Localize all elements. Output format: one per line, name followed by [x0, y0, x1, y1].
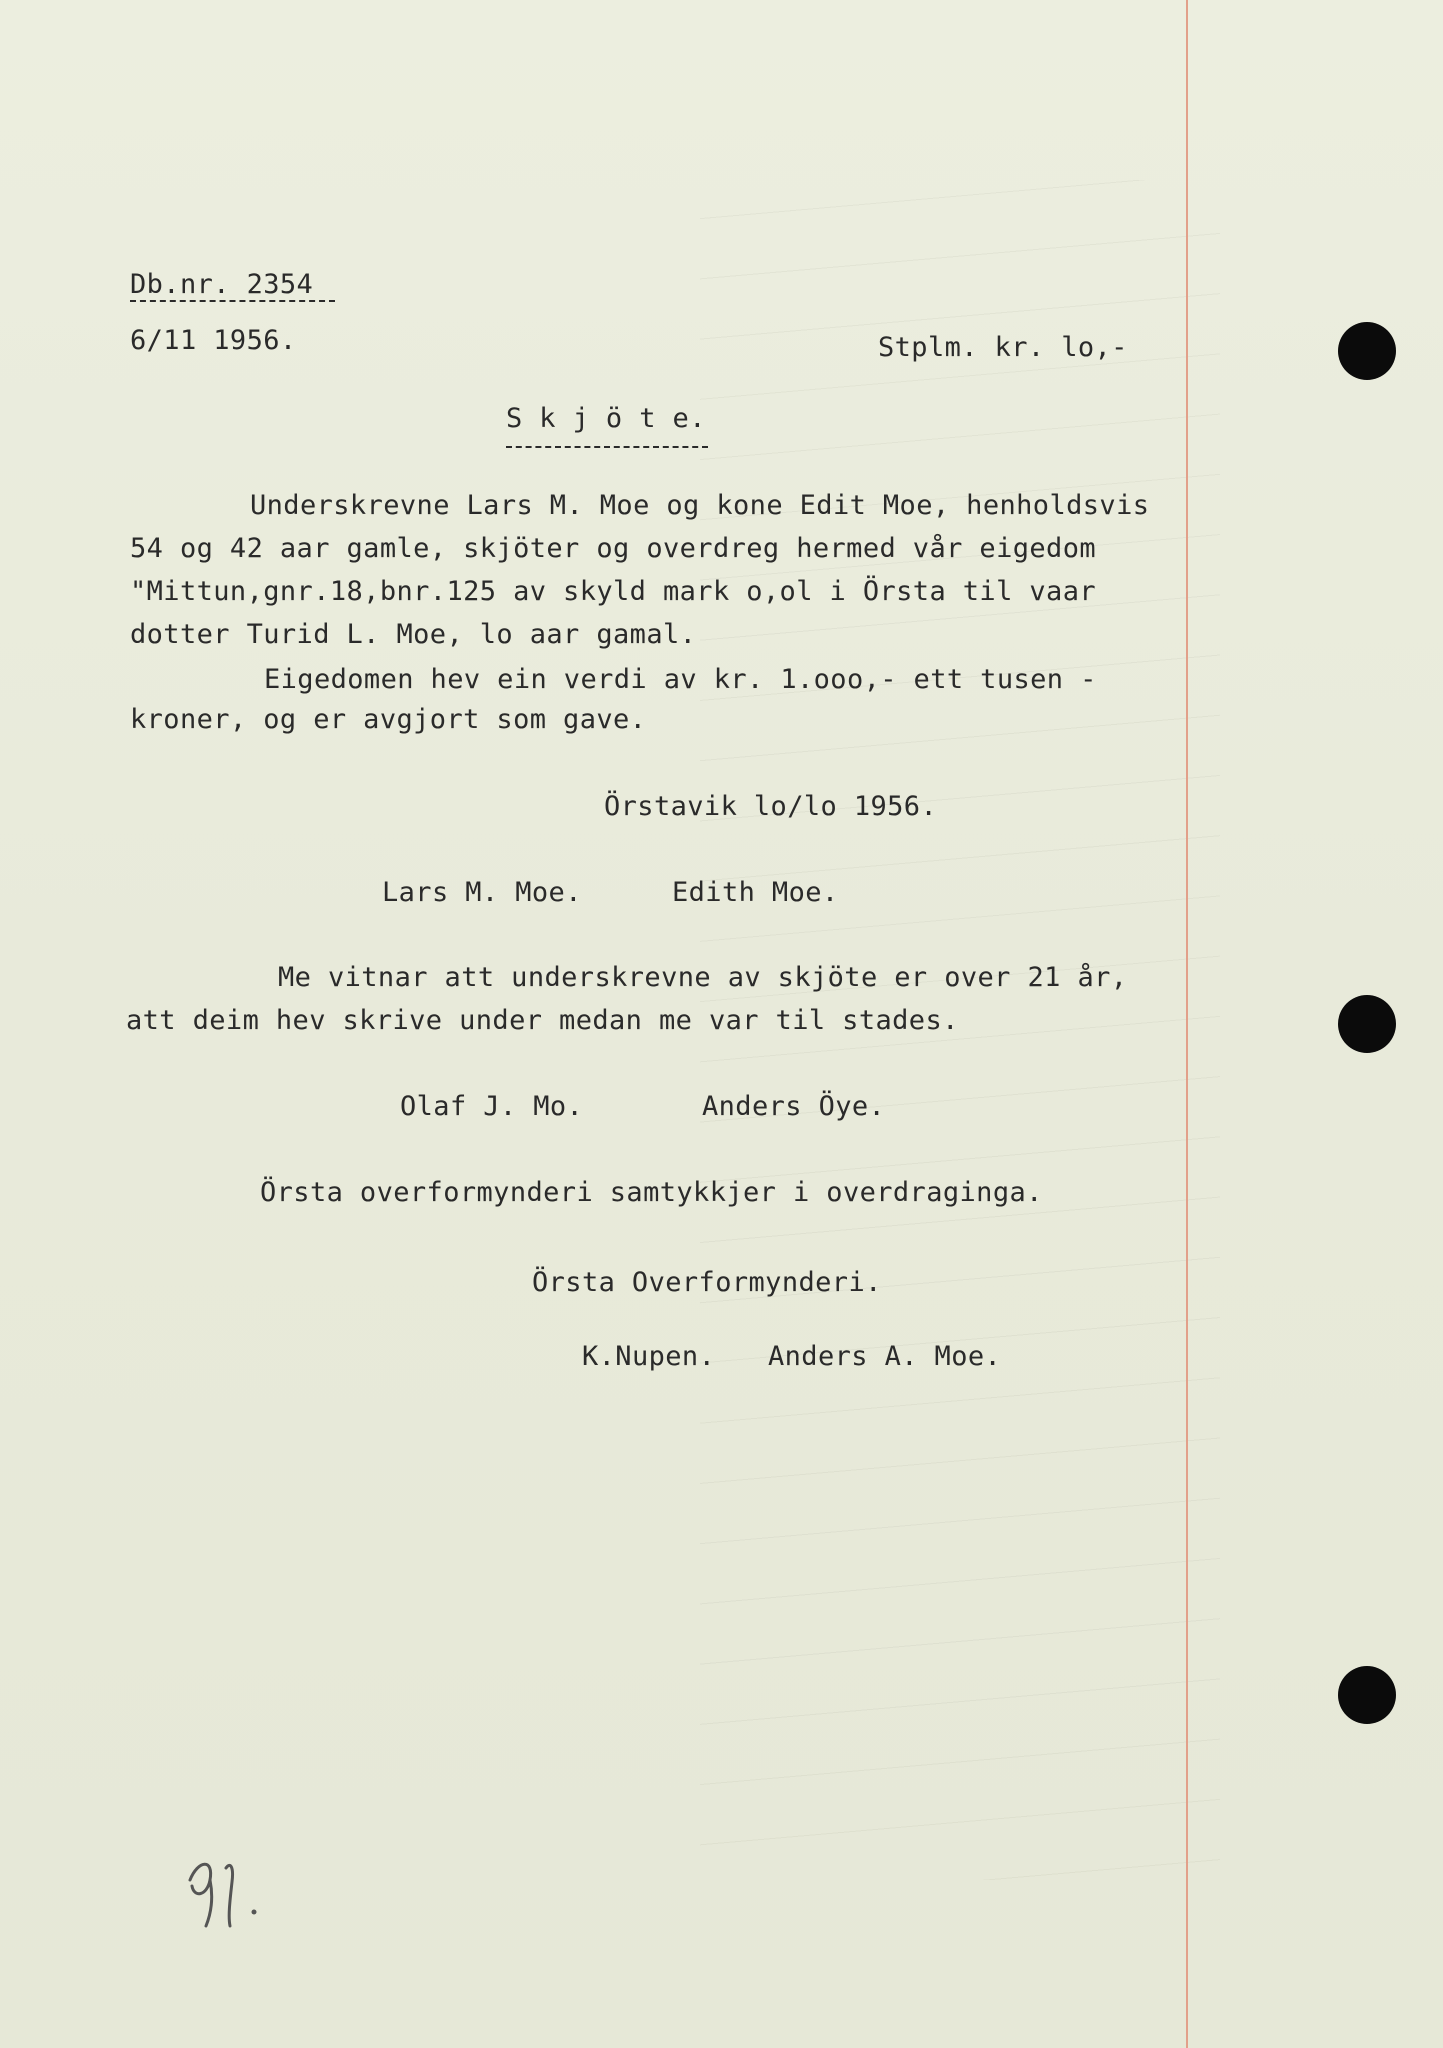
- witness-2: Anders Öye.: [702, 1091, 886, 1122]
- authority-name: Örsta Overformynderi.: [532, 1267, 882, 1298]
- punch-hole-top: [1338, 322, 1396, 380]
- body-line-3: "Mittun,gnr.18,bnr.125 av skyld mark o,ol i Örsta til vaar: [130, 576, 1097, 607]
- margin-rule: [1186, 0, 1188, 2048]
- handwritten-page-mark: [180, 1840, 300, 1930]
- witness-line-2: att deim hev skrive under medan me var til stades.: [126, 1005, 959, 1036]
- title-underline: [506, 446, 708, 448]
- consent-statement: Örsta overformynderi samtykkjer i overdraginga.: [260, 1177, 1043, 1208]
- witness-line-1: Me vitnar att underskrevne av skjöte er over 21 år,: [278, 962, 1128, 993]
- witness-1: Olaf J. Mo.: [400, 1091, 584, 1122]
- value-line-1: Eigedomen hev ein verdi av kr. 1.ooo,- ett tusen -: [264, 664, 1097, 695]
- body-line-1: Underskrevne Lars M. Moe og kone Edit Moe, henholdsvis: [250, 490, 1150, 521]
- body-line-4: dotter Turid L. Moe, lo aar gamal.: [130, 619, 697, 650]
- punch-hole-bottom: [1338, 1666, 1396, 1724]
- value-line-2: kroner, og er avgjort som gave.: [130, 704, 647, 735]
- official-1: K.Nupen.: [582, 1341, 716, 1372]
- db-number: Db.nr. 2354: [130, 269, 314, 300]
- db-number-underline: [130, 300, 335, 302]
- official-2: Anders A. Moe.: [768, 1341, 1002, 1372]
- place-date: Örstavik lo/lo 1956.: [604, 791, 938, 822]
- document-title: S k j ö t e.: [506, 403, 706, 434]
- punch-hole-middle: [1338, 995, 1396, 1053]
- body-line-2: 54 og 42 aar gamle, skjöter og overdreg hermed vår eigedom: [130, 533, 1097, 564]
- signatory-2: Edith Moe.: [672, 877, 839, 908]
- document-date: 6/11 1956.: [130, 325, 297, 356]
- stamp-fee: Stplm. kr. lo,-: [878, 332, 1128, 363]
- signatory-1: Lars M. Moe.: [382, 877, 582, 908]
